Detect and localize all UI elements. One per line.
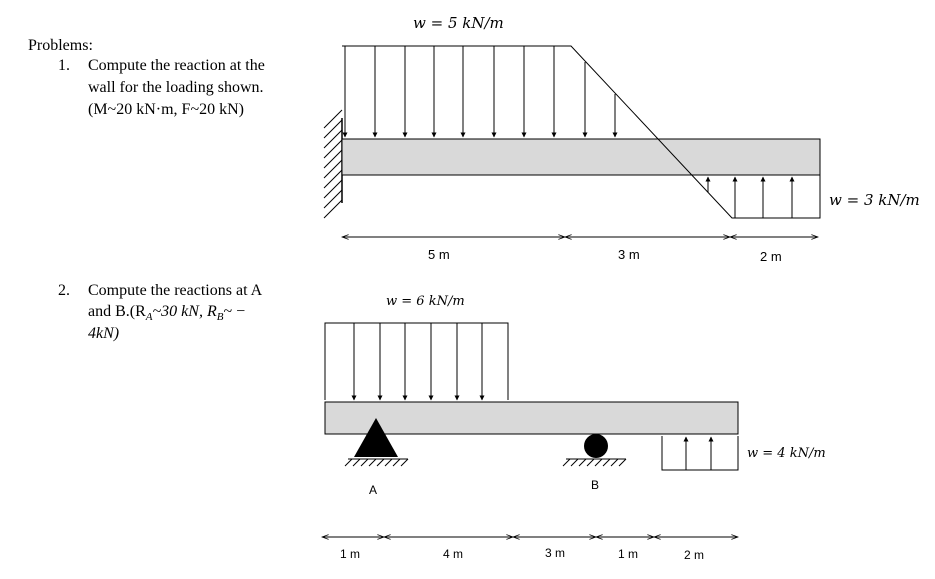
support-b-hatching	[563, 459, 626, 466]
problem-2-text-a: and B.(R	[88, 303, 146, 320]
support-b-roller	[584, 434, 608, 458]
diagram2-dim-1m-right: 1 m	[618, 547, 639, 561]
diagram1-down-arrows	[345, 46, 615, 137]
wall-hatching	[324, 110, 342, 218]
diagram1-load-outline	[342, 46, 820, 218]
problem-2-line-3: 4kN)	[88, 325, 120, 342]
support-b-label: B	[591, 478, 600, 492]
problem-2-text-b: ~30 kN, R	[152, 303, 217, 320]
diagram2-w-top-label: w = 6 kN/m	[386, 294, 465, 309]
problem-2-number: 2.	[58, 282, 70, 299]
problems-heading: Problems:	[28, 37, 93, 54]
diagram2	[322, 323, 738, 537]
diagram2-up-arrows	[686, 437, 711, 470]
diagram2-dim-1m-left: 1 m	[340, 547, 361, 561]
diagram1-dim-5m: 5 m	[428, 247, 450, 262]
problem-2-line-1: Compute the reactions at A	[88, 282, 263, 299]
diagram1-beam	[342, 139, 820, 175]
diagram2-dim-3m: 3 m	[545, 546, 566, 560]
problem-1-line-3: (M~20 kN·m, F~20 kN)	[88, 101, 244, 118]
diagram2-dim-4m: 4 m	[443, 547, 464, 561]
problem-1-line-2: wall for the loading shown.	[88, 79, 264, 96]
problem-1-line-1: Compute the reaction at the	[88, 57, 265, 74]
subscript-b: B	[216, 311, 224, 324]
diagram1-w-top-label: w = 5 kN/m	[413, 14, 504, 32]
diagram1-dim-2m: 2 m	[760, 249, 782, 264]
diagram1-up-arrows	[708, 177, 792, 218]
diagram2-down-arrows	[354, 323, 482, 400]
diagram2-upload-outline	[662, 436, 738, 470]
subscript-a: A	[145, 311, 153, 324]
problem-2-text-c: ~ −	[223, 303, 246, 320]
support-a-label: A	[369, 483, 378, 497]
diagram2-load-outline	[325, 323, 508, 400]
support-a-hatching	[345, 459, 408, 466]
diagram1-dim-3m: 3 m	[618, 247, 640, 262]
diagram1	[324, 46, 820, 237]
problem-1-number: 1.	[58, 57, 70, 74]
diagram1-w-right-label: w = 3 kN/m	[829, 191, 920, 209]
diagram2-w-right-label: w = 4 kN/m	[747, 446, 826, 461]
diagram2-dim-2m: 2 m	[684, 548, 705, 562]
diagram2-beam	[325, 402, 738, 434]
